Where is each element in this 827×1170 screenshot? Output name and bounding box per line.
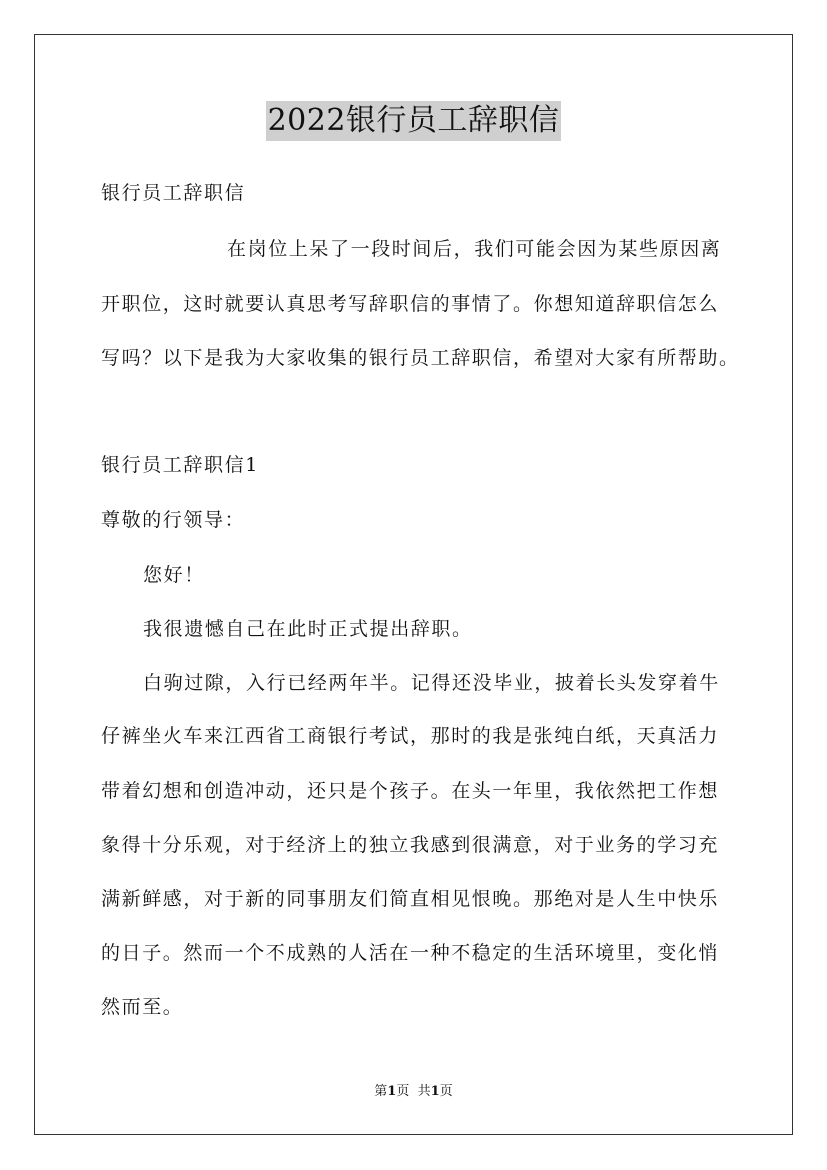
body-line: 象得十分乐观，对于经济上的独立我感到很满意，对于业务的学习充 bbox=[101, 834, 720, 856]
salutation: 尊敬的行领导： bbox=[101, 509, 246, 531]
page-suffix: 页 bbox=[396, 1084, 410, 1099]
document-title: 2022银行员工辞职信 bbox=[266, 101, 562, 141]
greeting: 您好！ bbox=[143, 564, 205, 586]
title-container bbox=[0, 101, 827, 141]
page-prefix: 第 bbox=[374, 1084, 388, 1099]
body-line: 满新鲜感，对于新的同事朋友们简直相见恨晚。那绝对是人生中快乐 bbox=[101, 888, 720, 910]
total-suffix: 页 bbox=[439, 1084, 453, 1099]
body-line: 然而至。 bbox=[101, 996, 184, 1018]
page-footer bbox=[0, 1084, 827, 1100]
intro-line: 在岗位上呆了一段时间后，我们可能会因为某些原因离 bbox=[227, 238, 722, 260]
section-heading: 银行员工辞职信1 bbox=[101, 454, 259, 476]
subtitle: 银行员工辞职信 bbox=[101, 182, 246, 204]
body-line: 我很遗憾自己在此时正式提出辞职。 bbox=[143, 618, 473, 640]
total-prefix: 共 bbox=[417, 1084, 431, 1099]
total-number: 1 bbox=[430, 1084, 440, 1099]
body-line: 带着幻想和创造冲动，还只是个孩子。在头一年里，我依然把工作想 bbox=[101, 780, 720, 802]
intro-line: 开职位，这时就要认真思考写辞职信的事情了。你想知道辞职信怎么 bbox=[101, 293, 720, 315]
intro-line: 写吗？以下是我为大家收集的银行员工辞职信，希望对大家有所帮助。 bbox=[101, 347, 740, 369]
page-number: 1 bbox=[387, 1084, 397, 1099]
body-line: 仔裤坐火车来江西省工商银行考试，那时的我是张纯白纸，天真活力 bbox=[101, 725, 720, 747]
body-line: 的日子。然而一个不成熟的人活在一种不稳定的生活环境里，变化悄 bbox=[101, 942, 720, 964]
body-line: 白驹过隙，入行已经两年半。记得还没毕业，披着长头发穿着牛 bbox=[143, 672, 720, 694]
